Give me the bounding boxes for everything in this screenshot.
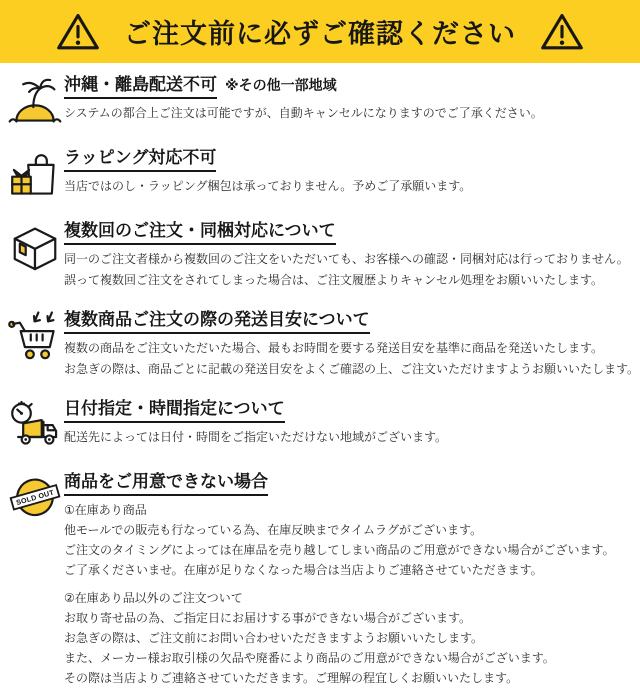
warning-triangle-icon	[56, 12, 100, 52]
section-title: 沖縄・離島配送不可 ※その他一部地域	[64, 74, 634, 99]
section-body-line: お急ぎの際は、ご注文前にお問い合わせいただきますようお願いいたします。	[64, 631, 484, 645]
in-stock-items-paragraph	[64, 500, 634, 580]
banner-title: ご注文前に必ずご確認ください	[124, 19, 516, 49]
section-body-line: 複数の商品をご注文いただいた場合、最もお時間を要する発送目安を基準に商品を発送いたします。	[64, 341, 604, 355]
section-body-line: システムの都合上ご注文は可能ですが、自動キャンセルになりますのでご了承ください。	[64, 106, 543, 120]
section-body-line: ご了承くださいませ。在庫が足りなくなった場合は当店よりご連絡させていただきます。	[64, 563, 543, 577]
section-body-line: ②在庫あり品以外のご注文ついて	[64, 591, 243, 605]
section-title: 商品をご用意できない場合	[64, 471, 634, 496]
section-body-line: 当店ではのし・ラッピング梱包は承っておりません。予めご了承願います。	[64, 179, 472, 193]
section-multiple-orders	[6, 220, 634, 291]
shopping-cart-icon	[6, 309, 64, 380]
section-item-unavailable	[6, 471, 634, 688]
notice-sections	[0, 63, 640, 688]
clock-truck-icon	[6, 398, 64, 453]
gift-bag-icon	[6, 147, 64, 202]
section-title: 複数商品ご注文の際の発送目安について	[64, 309, 634, 334]
palm-island-icon	[6, 74, 64, 129]
warning-triangle-icon	[540, 12, 584, 52]
section-title: ラッピング対応不可	[64, 147, 634, 172]
package-box-icon	[6, 220, 64, 291]
confirm-before-order-banner	[0, 0, 640, 63]
section-body-line: 配送先によっては日付・時間をご指定いただけない地域がございます。	[64, 430, 448, 444]
section-body-line: お急ぎの際は、商品ごとに記載の発送目安をよくご確認の上、ご注文いただけますようお願いいたします。	[64, 362, 640, 376]
section-body-line: ①在庫あり商品	[64, 503, 147, 517]
title-suffix: ※その他一部地域	[225, 77, 337, 93]
svg-text:SOLD OUT: SOLD OUT	[15, 488, 55, 508]
section-shipping-estimate	[6, 309, 640, 380]
section-body-line: 他モールでの販売も行なっている為、在庫反映までタイムラグがございます。	[64, 523, 483, 537]
section-body-line: 誤って複数回ご注文をされてしまった場合は、ご注文履歴よりキャンセル処理をお願いいたします。	[64, 273, 604, 287]
section-body-line: 同一のご注文者様から複数回のご注文をいただいても、お客様への確認・同梱対応は行っておりません。	[64, 252, 629, 266]
section-body-line: お取り寄せ品の為、ご指定日にお届けする事ができない場合がございます。	[64, 611, 472, 625]
section-date-time	[6, 398, 634, 453]
section-wrapping	[6, 147, 634, 202]
section-body-line: ご注文のタイミングによっては在庫品を売り越してしまい商品のご用意ができない場合がございます。	[64, 543, 615, 557]
section-title: 日付指定・時間指定について	[64, 398, 634, 423]
sold-out-stamp-icon	[6, 471, 64, 688]
section-body-line: また、メーカー様お取引様の欠品や廃番により商品のご用意ができない場合がございます。	[64, 651, 555, 665]
section-body-line: その際は当店よりご連絡させていただきます。ご理解の程宜しくお願いいたします。	[64, 671, 519, 685]
section-okinawa-shipping	[6, 74, 634, 129]
section-title: 複数回のご注文・同梱対応について	[64, 220, 634, 245]
backorder-items-paragraph	[64, 588, 634, 688]
